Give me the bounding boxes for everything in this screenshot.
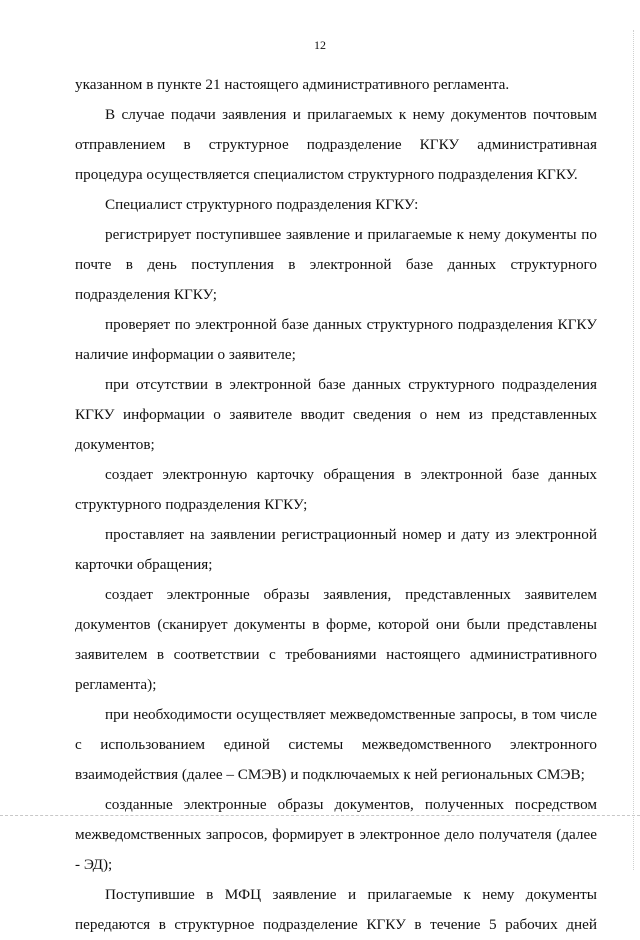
paragraph-registers: регистрирует поступившее заявление и прилагаемые к нему документы по почте в день поступления в электронной базе данных структурного подразделения КГКУ; [75, 226, 597, 303]
scan-edge-line [633, 30, 634, 870]
paragraph-continuation: указанном в пункте 21 настоящего административного регламента. [75, 76, 510, 93]
document-body [75, 70, 597, 940]
paragraph-electronic-images: создает электронные образы заявления, представленных заявителем документов (сканирует документы в форме, которой они были представлены заявителем в соответствии с требованиями настоящего административного регламента); [75, 586, 597, 693]
paragraph-creates-card: создает электронную карточку обращения в электронной базе данных структурного подразделения КГКУ; [75, 466, 597, 513]
paragraph-registration-number: проставляет на заявлении регистрационный номер и дату из электронной карточки обращения; [75, 526, 597, 573]
paragraph-checks-database: проверяет по электронной базе данных структурного подразделения КГКУ наличие информации о заявителе; [75, 316, 597, 363]
paragraph-enters-data: при отсутствии в электронной базе данных структурного подразделения КГКУ информации о заявителе вводит сведения о нем из представленных документов; [75, 376, 597, 453]
paragraph-specialist-intro: Специалист структурного подразделения КГКУ: [105, 196, 419, 213]
paragraph-mfc-transfer: Поступившие в МФЦ заявление и прилагаемые к нему документы передаются в структурное подразделение КГКУ в течение 5 рабочих дней [75, 886, 597, 933]
page-number: 12 [314, 38, 326, 52]
paragraph-interagency-requests: при необходимости осуществляет межведомственные запросы, в том числе с использованием единой системы межведомственного электронного взаимодействия (далее – СМЭВ) и подключаемых к ней региональных СМЭВ; [75, 706, 597, 783]
paragraph-postal-submission: В случае подачи заявления и прилагаемых к нему документов почтовым отправлением в структурное подразделение КГКУ административная процедура осуществляется специалистом структурного подразделения КГКУ. [75, 106, 597, 183]
paragraph-electronic-case: созданные электронные образы документов, полученных посредством межведомственных запросов, формирует в электронное дело получателя (далее - ЭД); [75, 796, 597, 873]
scan-fold-line [0, 815, 640, 816]
